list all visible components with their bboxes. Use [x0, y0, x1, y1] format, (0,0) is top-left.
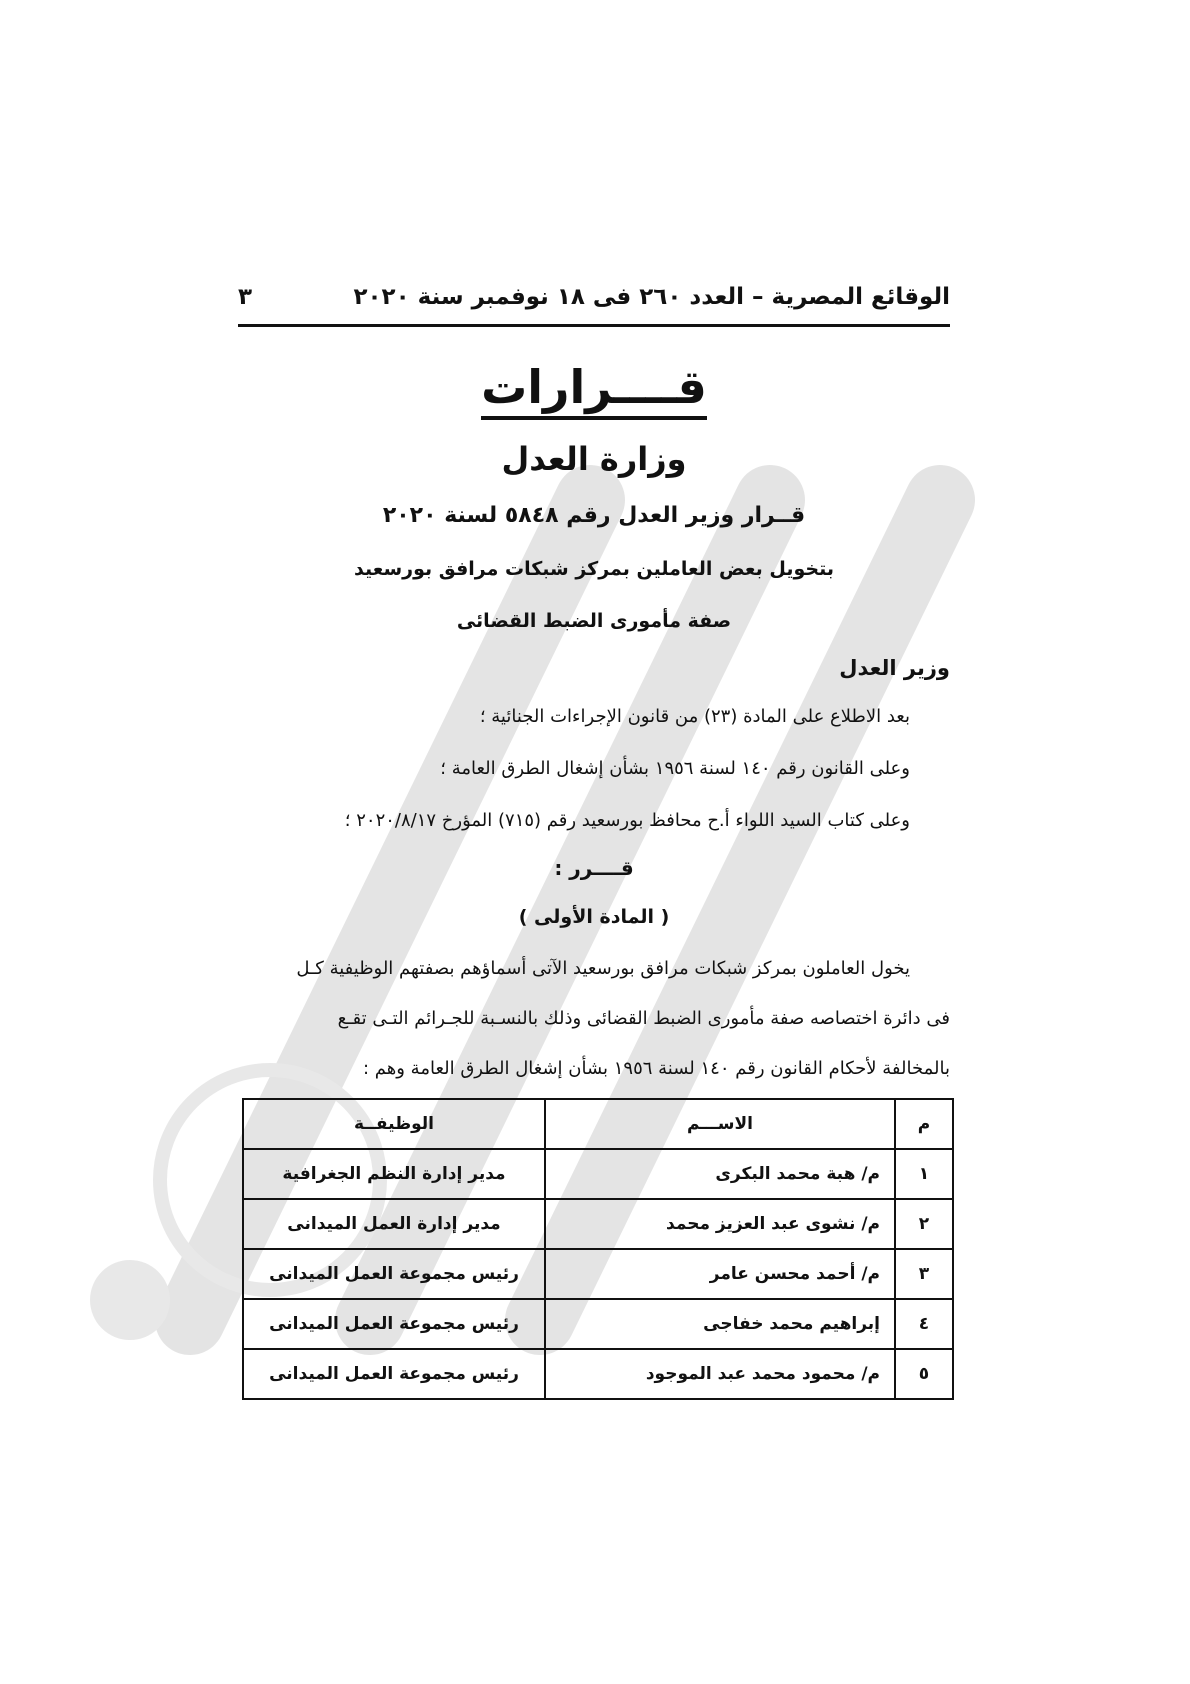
article-text-line: يخول العاملون بمركز شبكات مرافق بورسعيد الآتى أسماؤهم بصفتهم الوظيفية كـل [296, 958, 910, 979]
minister-heading: وزير العدل [839, 656, 950, 680]
table-row [243, 1249, 953, 1299]
table-row [243, 1299, 953, 1349]
header-job: الوظيفــة [243, 1099, 545, 1149]
gazette-title: الوقائع المصرية – العدد ٢٦٠ فى ١٨ نوفمبر سنة ٢٠٢٠ [353, 284, 950, 310]
row-job: رئيس مجموعة العمل الميدانى [243, 1349, 545, 1399]
staff-table [242, 1098, 954, 1400]
row-name: م/ هبة محمد البكرى [545, 1149, 895, 1199]
header-num: م [895, 1099, 953, 1149]
row-number: ٥ [895, 1349, 953, 1399]
preamble-line: بعد الاطلاع على المادة (٢٣) من قانون الإجراءات الجنائية ؛ [479, 706, 910, 727]
preamble-line: وعلى كتاب السيد اللواء أ.ح محافظ بورسعيد رقم (٧١٥) المؤرخ ٢٠٢٠/٨/١٧ ؛ [344, 810, 910, 831]
row-name: م/ أحمد محسن عامر [545, 1249, 895, 1299]
row-number: ١ [895, 1149, 953, 1199]
row-number: ٤ [895, 1299, 953, 1349]
row-name: م/ نشوى عبد العزيز محمد [545, 1199, 895, 1249]
header-name: الاســـم [545, 1099, 895, 1149]
gazette-header [238, 276, 950, 327]
row-job: رئيس مجموعة العمل الميدانى [243, 1299, 545, 1349]
row-number: ٣ [895, 1249, 953, 1299]
row-name: م/ محمود محمد عبد الموجود [545, 1349, 895, 1399]
decided-heading: قــــرر : [554, 856, 634, 880]
row-job: رئيس مجموعة العمل الميدانى [243, 1249, 545, 1299]
row-job: مدير إدارة النظم الجغرافية [243, 1149, 545, 1199]
table-row [243, 1199, 953, 1249]
table-header-row [243, 1099, 953, 1149]
article-text-line: فى دائرة اختصاصه صفة مأمورى الضبط القضائى وذلك بالنسـبة للجـرائم التـى تقـع [337, 1008, 950, 1029]
decree-title: قــرار وزير العدل رقم ٥٨٤٨ لسنة ٢٠٢٠ [382, 503, 806, 528]
ministry-name: وزارة العدل [501, 440, 687, 478]
table-row [243, 1149, 953, 1199]
page-number: ٣ [238, 284, 253, 310]
row-name: إبراهيم محمد خفاجى [545, 1299, 895, 1349]
decree-subject-line-1: بتخويل بعض العاملين بمركز شبكات مرافق بورسعيد [353, 558, 834, 580]
row-job: مدير إدارة العمل الميدانى [243, 1199, 545, 1249]
decree-subject-line-2: صفة مأمورى الضبط القضائى [456, 610, 732, 632]
table-row [243, 1349, 953, 1399]
article-text-line: بالمخالفة لأحكام القانون رقم ١٤٠ لسنة ١٩٥٦ بشأن إشغال الطرق العامة وهم : [363, 1058, 950, 1079]
row-number: ٢ [895, 1199, 953, 1249]
article-title: ( المادة الأولى ) [518, 906, 670, 928]
section-title: قــــرارات [238, 360, 950, 414]
preamble-line: وعلى القانون رقم ١٤٠ لسنة ١٩٥٦ بشأن إشغال الطرق العامة ؛ [440, 758, 910, 779]
